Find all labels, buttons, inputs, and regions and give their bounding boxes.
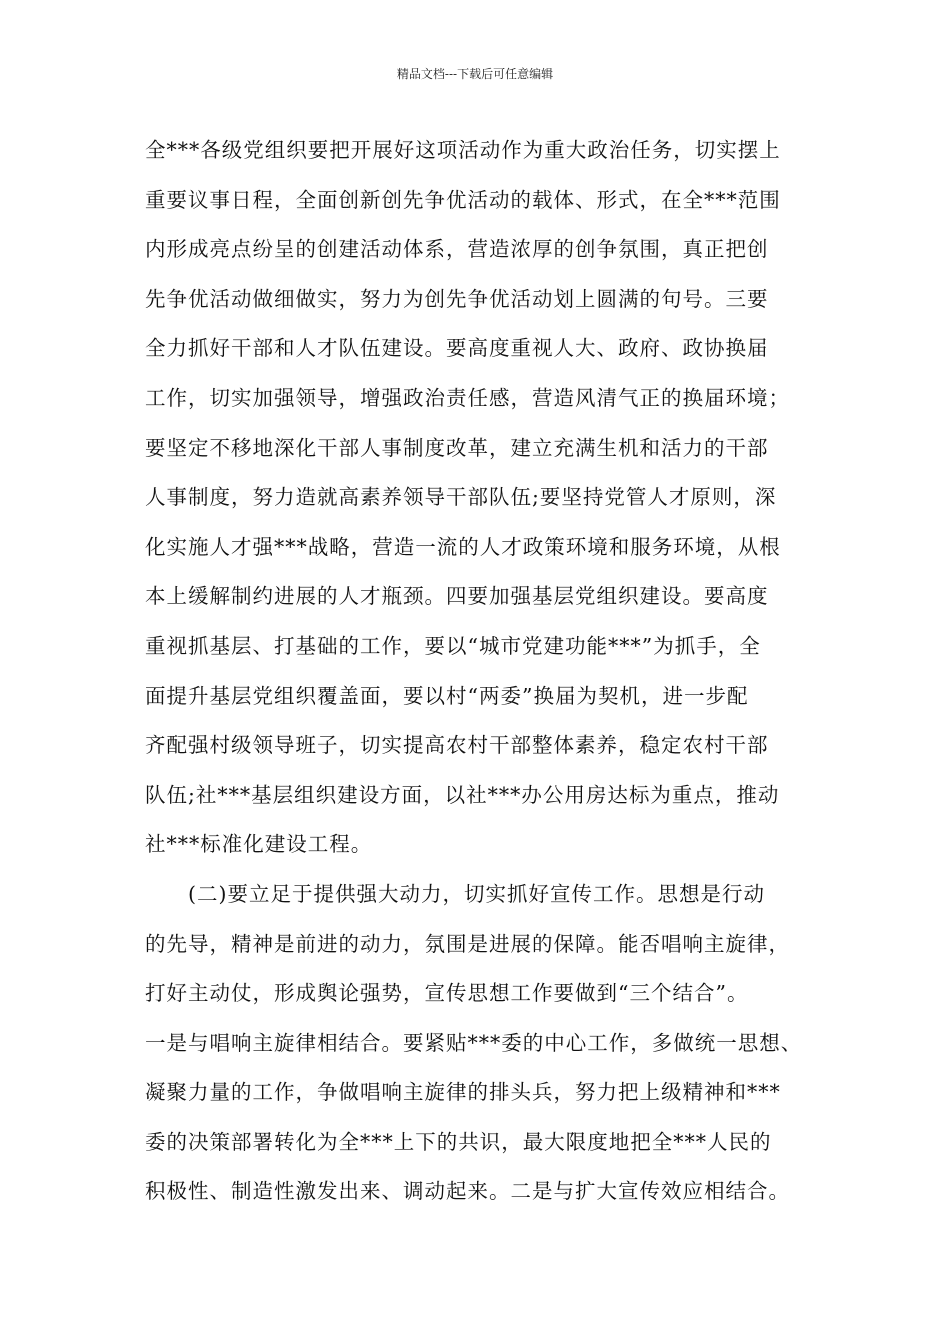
text-line: 面提升基层党组织覆盖面，要以村“两委”换届为契机，进一步配 — [145, 683, 749, 708]
text-line: 齐配强村级领导班子，切实提高农村干部整体素养，稳定农村干部 — [145, 733, 769, 758]
text-line: 全力抓好干部和人才队伍建设。要高度重视人大、政府、政协换届 — [145, 336, 769, 361]
paragraph-start-line: (二)要立足于提供强大动力，切实抓好宣传工作。思想是行动 — [188, 881, 765, 906]
text-line: 内形成亮点纷呈的创建活动体系，营造浓厚的创争氛围，真正把创 — [145, 237, 769, 262]
text-line: 社***标准化建设工程。 — [145, 832, 373, 857]
page-header: 精品文档---下载后可任意编辑 — [396, 67, 554, 81]
text-line: 要坚定不移地深化干部人事制度改革，建立充满生机和活力的干部 — [145, 435, 769, 460]
text-line: 重要议事日程，全面创新创先争优活动的载体、形式，在全***范围 — [145, 187, 781, 212]
text-line: 委的决策部署转化为全***上下的共识，最大限度地把全***人民的 — [145, 1129, 772, 1154]
text-line: 的先导，精神是前进的动力，氛围是进展的保障。能否唱响主旋律， — [145, 931, 790, 956]
document-body — [145, 126, 805, 1217]
text-line: 工作，切实加强领导，增强政治责任感，营造风清气正的换届环境； — [145, 385, 790, 410]
text-line: 人事制度，努力造就高素养领导干部队伍;要坚持党管人才原则，深 — [145, 485, 777, 510]
text-line: 队伍;社***基层组织建设方面，以社***办公用房达标为重点，推动 — [145, 782, 780, 807]
text-line: 积极性、制造性激发出来、调动起来。二是与扩大宣传效应相结合。 — [145, 1179, 790, 1204]
text-line: 本上缓解制约进展的人才瓶颈。四要加强基层党组织建设。要高度 — [145, 584, 769, 609]
text-line: 打好主动仗，形成舆论强势，宣传思想工作要做到“三个结合”。 — [145, 981, 749, 1006]
text-line: 化实施人才强***战略，营造一流的人才政策环境和服务环境，从根 — [145, 534, 781, 559]
text-line: 先争优活动做细做实，努力为创先争优活动划上圆满的句号。三要 — [145, 286, 769, 311]
text-line: 一是与唱响主旋律相结合。要紧贴***委的中心工作，多做统一思想、 — [145, 1030, 803, 1055]
text-line: 凝聚力量的工作，争做唱响主旋律的排头兵，努力把上级精神和*** — [145, 1080, 781, 1105]
text-line: 全***各级党组织要把开展好这项活动作为重大政治任务，切实摆上 — [145, 138, 781, 162]
text-line: 重视抓基层、打基础的工作，要以“城市党建功能***”为抓手，全 — [145, 633, 761, 658]
